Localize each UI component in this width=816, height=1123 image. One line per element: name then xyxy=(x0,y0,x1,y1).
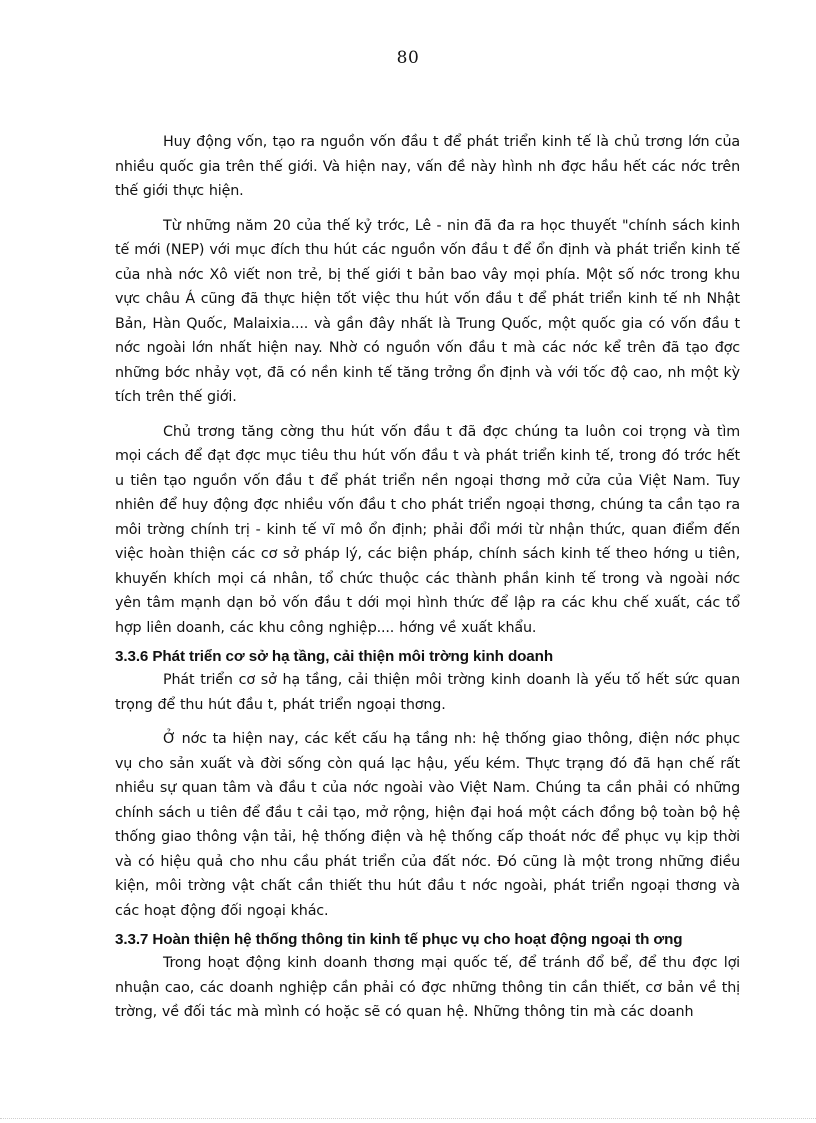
section-heading-3-3-7: 3.3.7 Hoàn thiện hệ thống thông tin kinh tế phục vụ cho hoạt động ngoại th ơng xyxy=(115,931,683,948)
paragraph-investment-policy: Chủ trơng tăng cờng thu hút vốn đầu t đã đợc chúng ta luôn coi trọng và tìm mọi cách để đạt đợc mục tiêu thu hút vốn đầu t và phát triển kinh tế, trong đó trớc hết u tiên tạo nguồn vốn đầu t để phát triển nền ngoại thơng mở cửa của Việt Nam. Tuy nhiên để huy động đợc nhiều vốn đầu t cho phát triển ngoại thơng, chúng ta cần tạo ra môi trờng chính trị - kinh tế vĩ mô ổn định; phải đổi mới từ nhận thức, quan điểm đến việc hoàn thiện các cơ sở pháp lý, các biện pháp, chính sách kinh tế theo hớng u tiên, khuyến khích mọi cá nhân, tổ chức thuộc các thành phần kinh tế trong và ngoài nớc yên tâm mạnh dạn bỏ vốn đầu t dới mọi hình thức để lập ra các khu chế xuất, các tổ hợp liên doanh, các khu công nghiệp.... hớng về xuất khẩu. xyxy=(115,423,740,636)
paragraph-infrastructure-current: Ở nớc ta hiện nay, các kết cấu hạ tầng nh: hệ thống giao thông, điện nớc phục vụ cho sản xuất và đời sống còn quá lạc hậu, yếu kém. Thực trạng đó đã hạn chế rất nhiều sự quan tâm và đầu t của nớc ngoài vào Việt Nam. Chúng ta cần phải có những chính sách u tiên để đầu t cải tạo, mở rộng, hiện đại hoá một cách đồng bộ toàn bộ hệ thống giao thông vận tải, hệ thống điện và hệ thống cấp thoát nớc để phục vụ kịp thời và có hiệu quả cho nhu cầu phát triển của đất nớc. Đó cũng là một trong những điều kiện, môi trờng vật chất cần thiết thu hút đầu t nớc ngoài, phát triển ngoại thơng và các hoạt động đối ngoại khác. xyxy=(115,731,740,919)
page-bottom-border xyxy=(0,1118,816,1120)
page-number: 80 xyxy=(396,48,420,68)
paragraph-capital-mobilization: Huy động vốn, tạo ra nguồn vốn đầu t để phát triển kinh tế là chủ trơng lớn của nhiều quốc gia trên thế giới. Và hiện nay, vấn đề này hình nh đợc hầu hết các nớc trên thế giới thực hiện. xyxy=(115,134,740,199)
page-body xyxy=(115,130,740,1035)
paragraph-infrastructure-intro: Phát triển cơ sở hạ tầng, cải thiện môi trờng kinh doanh là yếu tố hết sức quan trọng để thu hút đầu t, phát triển ngoại thơng. xyxy=(115,672,740,713)
paragraph-information-systems: Trong hoạt động kinh doanh thơng mại quốc tế, để tránh đổ bể, để thu đợc lợi nhuận cao, các doanh nghiệp cần phải có đợc những thông tin cần thiết, cơ bản về thị trờng, về đối tác mà mình có hoặc sẽ có quan hệ. Những thông tin mà các doanh xyxy=(115,955,740,1020)
paragraph-nep-history: Từ những năm 20 của thế kỷ trớc, Lê - nin đã đa ra học thuyết "chính sách kinh tế mới (NEP) với mục đích thu hút các nguồn vốn đầu t để ổn định và phát triển kinh tế của nhà nớc Xô viết non trẻ, bị thế giới t bản bao vây mọi phía. Một số nớc trong khu vực châu Á cũng đã thực hiện tốt việc thu hút vốn đầu t để phát triển kinh tế nh Nhật Bản, Hàn Quốc, Malaixia.... và gần đây nhất là Trung Quốc, một quốc gia có vốn đầu t nớc ngoài lớn nhất hiện nay. Nhờ có nguồn vốn đầu t mà các nớc kể trên đã tạo đợc những bớc nhảy vọt, đã có nền kinh tế tăng trởng ổn định và với tốc độ cao, nh một kỳ tích trên thế giới. xyxy=(115,217,740,405)
section-heading-3-3-6: 3.3.6 Phát triển cơ sở hạ tầng, cải thiện môi trờng kinh doanh xyxy=(115,648,554,665)
